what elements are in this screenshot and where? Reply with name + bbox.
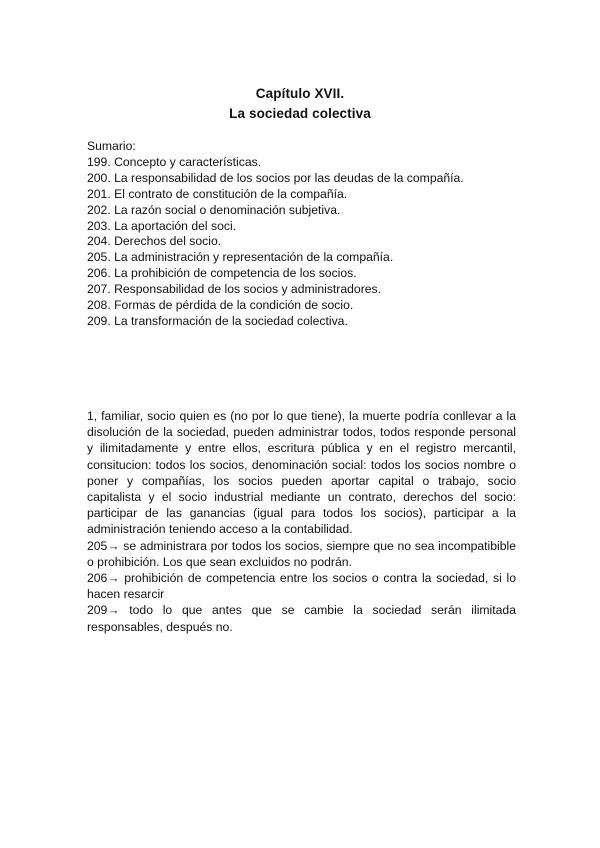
summary-item-201: 201. El contrato de constitución de la compañía.: [87, 186, 348, 201]
chapter-subtitle: La sociedad colectiva: [229, 106, 371, 121]
chapter-title: [0, 84, 600, 124]
summary-item-203: 203. La aportación del soci.: [87, 218, 237, 233]
note-paragraph-209: 209→ todo lo que antes que se cambie la sociedad serán ilimitada responsables, después no.: [87, 603, 516, 634]
notes-section: [87, 408, 516, 635]
note-paragraph-205: 205→ se administrara por todos los socios, siempre que no sea incompatibible o prohibición. Los que sean excluidos no podrán.: [87, 538, 516, 569]
summary-item-202: 202. La razón social o denominación subjetiva.: [87, 202, 341, 217]
summary-item-204: 204. Derechos del socio.: [87, 234, 222, 249]
summary-section: [87, 139, 527, 330]
note-paragraph-206: 206→ prohibición de competencia entre los socios o contra la sociedad, si lo hacen resarcir: [87, 571, 516, 602]
summary-item-206: 206. La prohibición de competencia de los socios.: [87, 266, 357, 281]
note-paragraph-general: 1, familiar, socio quien es (no por lo que tiene), la muerte podría conllevar a la disolución de la sociedad, pueden administrar todos, todos responde personal y ilimitadamente y entre ellos, escritura pública y en el registro mercantil, consitucion: todos los socios, denominación social: todos los socios nombre o poner y compañías, los socios pueden aportar capital o trabajo, socio capitalista y el socio industrial mediante un contrato, derechos del socio: participar de las ganancias (igual para todos los socios), participar a la administración teniendo acceso a la contabilidad.: [87, 409, 516, 537]
summary-item-200: 200. La responsabilidad de los socios por las deudas de la compañía.: [87, 170, 464, 185]
summary-item-209: 209. La transformación de la sociedad colectiva.: [87, 313, 348, 328]
summary-item-208: 208. Formas de pérdida de la condición de socio.: [87, 298, 354, 313]
summary-item-205: 205. La administración y representación de la compañía.: [87, 250, 394, 265]
summary-heading: Sumario:: [87, 139, 136, 153]
summary-item-199: 199. Concepto y características.: [87, 154, 262, 169]
summary-item-207: 207. Responsabilidad de los socios y administradores.: [87, 282, 382, 297]
chapter-number: Capítulo XVII.: [255, 86, 345, 101]
